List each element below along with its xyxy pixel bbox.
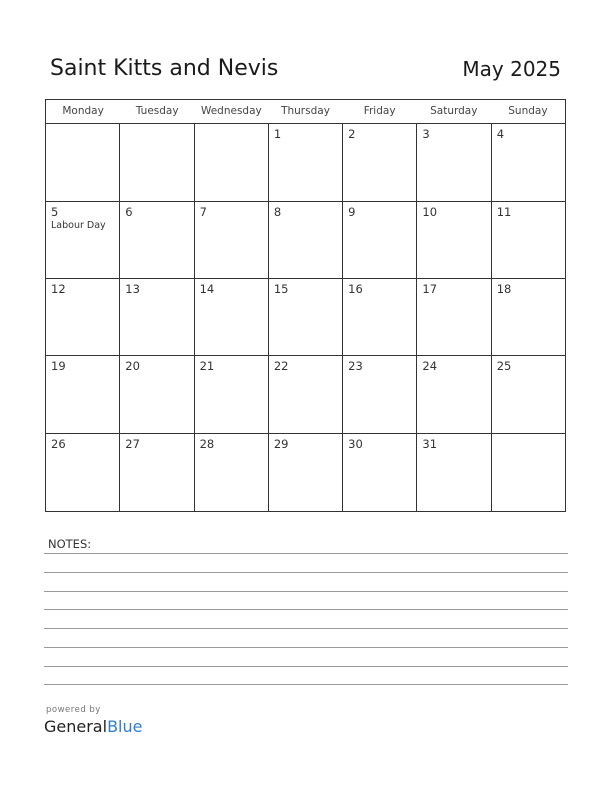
- day-cell: [46, 202, 119, 279]
- day-cell: [194, 279, 268, 356]
- day-number: 30: [348, 437, 363, 451]
- day-cell: [194, 202, 268, 279]
- day-number: 19: [51, 359, 66, 373]
- day-number: 17: [422, 282, 438, 296]
- day-cell: [491, 434, 565, 511]
- day-number: 28: [199, 437, 215, 451]
- day-number: 12: [51, 282, 66, 296]
- logo-blue-text: Blue: [107, 717, 143, 736]
- week-row-1: [46, 124, 565, 202]
- day-number: 22: [273, 359, 289, 373]
- day-number: 21: [199, 359, 215, 373]
- week-row-5: [46, 433, 565, 511]
- weekday-tuesday: Tuesday: [135, 105, 179, 117]
- logo-general-text: General: [44, 717, 108, 736]
- note-line: [44, 666, 568, 667]
- day-number: 2: [348, 127, 356, 141]
- day-cell: [416, 279, 490, 356]
- day-cell: [194, 434, 268, 511]
- day-cell: [491, 279, 565, 356]
- calendar-title: Saint Kitts and Nevis: [50, 56, 279, 81]
- day-number: 14: [199, 282, 215, 296]
- day-cell: [268, 124, 342, 202]
- day-cell: [119, 202, 193, 279]
- day-cell: [46, 279, 119, 356]
- day-cell: [268, 202, 342, 279]
- day-number: 4: [496, 127, 505, 141]
- day-number: 8: [273, 205, 282, 219]
- day-cell: [491, 124, 565, 202]
- day-number: 25: [496, 359, 512, 373]
- day-cell: [416, 356, 490, 433]
- note-line: [44, 684, 568, 685]
- note-line: [44, 591, 568, 592]
- day-cell: [342, 124, 416, 202]
- day-cell: [416, 434, 490, 511]
- weekday-monday: Monday: [62, 105, 104, 117]
- calendar-month: May 2025: [462, 57, 561, 81]
- day-number: 23: [348, 359, 363, 373]
- weekday-header-row: [46, 100, 565, 124]
- day-number: 10: [422, 205, 438, 219]
- weekday-thursday: Thursday: [281, 105, 330, 117]
- day-number: 29: [273, 437, 289, 451]
- day-number: 24: [422, 359, 438, 373]
- week-row-4: [46, 355, 565, 433]
- note-line: [44, 628, 568, 629]
- day-cell: [342, 279, 416, 356]
- holiday-label: Labour Day: [51, 220, 106, 231]
- powered-by-label: powered by: [46, 705, 101, 715]
- generalblue-logo[interactable]: [44, 717, 142, 736]
- day-number: 1: [273, 127, 282, 141]
- day-cell: [119, 434, 193, 511]
- day-cell: [119, 356, 193, 433]
- day-cell: [268, 434, 342, 511]
- note-line: [44, 647, 568, 648]
- day-number: 15: [273, 282, 289, 296]
- day-cell: [268, 279, 342, 356]
- day-number: 18: [496, 282, 512, 296]
- day-cell: [268, 356, 342, 433]
- day-number: 26: [51, 437, 66, 451]
- day-cell: [416, 202, 490, 279]
- weekday-saturday: Saturday: [430, 105, 478, 117]
- day-number: 9: [348, 205, 356, 219]
- day-number: 20: [125, 359, 140, 373]
- day-cell: [491, 202, 565, 279]
- day-cell: [46, 434, 119, 511]
- week-row-2: [46, 201, 565, 279]
- day-cell: [194, 124, 268, 202]
- calendar-grid: [45, 99, 566, 512]
- day-cell: [416, 124, 490, 202]
- day-number: 31: [422, 437, 438, 451]
- day-cell: [119, 279, 193, 356]
- weekday-friday: Friday: [363, 105, 396, 117]
- week-row-3: [46, 278, 565, 356]
- note-line: [44, 553, 568, 554]
- day-cell: [46, 124, 119, 202]
- day-cell: [342, 434, 416, 511]
- day-cell: [491, 356, 565, 433]
- day-number: 6: [125, 205, 133, 219]
- weekday-wednesday: Wednesday: [200, 105, 262, 117]
- weekday-sunday: Sunday: [508, 105, 548, 117]
- note-line: [44, 609, 568, 610]
- day-cell: [342, 356, 416, 433]
- day-number: 16: [348, 282, 363, 296]
- day-number: 13: [125, 282, 140, 296]
- day-number: 3: [422, 127, 430, 141]
- notes-label: NOTES:: [48, 537, 92, 551]
- day-cell: [119, 124, 193, 202]
- note-line: [44, 572, 568, 573]
- day-number: 11: [496, 205, 512, 219]
- day-cell: [46, 356, 119, 433]
- day-number: 27: [125, 437, 140, 451]
- day-cell: [194, 356, 268, 433]
- day-number: 5: [51, 205, 59, 219]
- day-number: 7: [199, 205, 207, 219]
- day-cell: [342, 202, 416, 279]
